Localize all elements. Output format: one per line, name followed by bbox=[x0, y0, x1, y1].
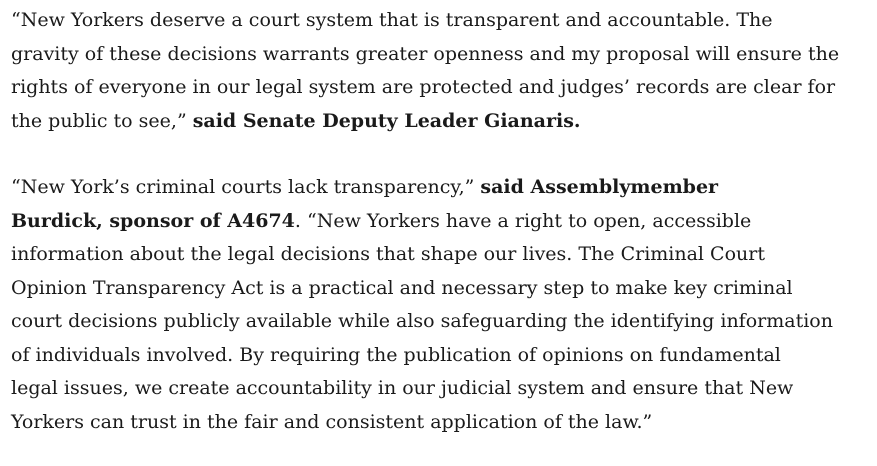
paragraph-line bbox=[11, 105, 873, 139]
paragraph-line: of individuals involved. By requiring the publication of opinions on fundamental bbox=[11, 343, 781, 366]
paragraph-line: court decisions publicly available while also safeguarding the identifying information bbox=[11, 310, 833, 332]
quote-text: . “New Yorkers have a right to open, accessible bbox=[294, 209, 752, 232]
quote-paragraph-gianaris bbox=[11, 4, 873, 138]
quote-paragraph-burdick bbox=[11, 171, 873, 439]
paragraph-line: information about the legal decisions that shape our lives. The Criminal Court bbox=[11, 243, 765, 265]
paragraph-line bbox=[11, 171, 873, 205]
paragraph-line: rights of everyone in our legal system are protected and judges’ records are clear for bbox=[11, 76, 836, 98]
attribution-burdick-part1: said Assemblymember bbox=[480, 176, 719, 198]
paragraph-line: gravity of these decisions warrants greater openness and my proposal will ensure the bbox=[11, 42, 840, 65]
paragraph-line: Opinion Transparency Act is a practical and necessary step to make key criminal bbox=[11, 276, 793, 299]
attribution-gianaris: said Senate Deputy Leader Gianaris. bbox=[192, 109, 581, 132]
paragraph-line: “New Yorkers deserve a court system that is transparent and accountable. The bbox=[11, 9, 773, 31]
paragraph-line: legal issues, we create accountability in our judicial system and ensure that New bbox=[11, 377, 794, 399]
attribution-burdick-part2: Burdick, sponsor of A4674 bbox=[11, 209, 295, 232]
paragraph-line: Yorkers can trust in the fair and consistent application of the law.” bbox=[11, 410, 653, 433]
quote-text: the public to see,” bbox=[11, 109, 193, 132]
paragraph-line bbox=[11, 205, 873, 239]
article-body bbox=[11, 4, 873, 439]
quote-text: “New York’s criminal courts lack transparency,” bbox=[11, 176, 481, 198]
